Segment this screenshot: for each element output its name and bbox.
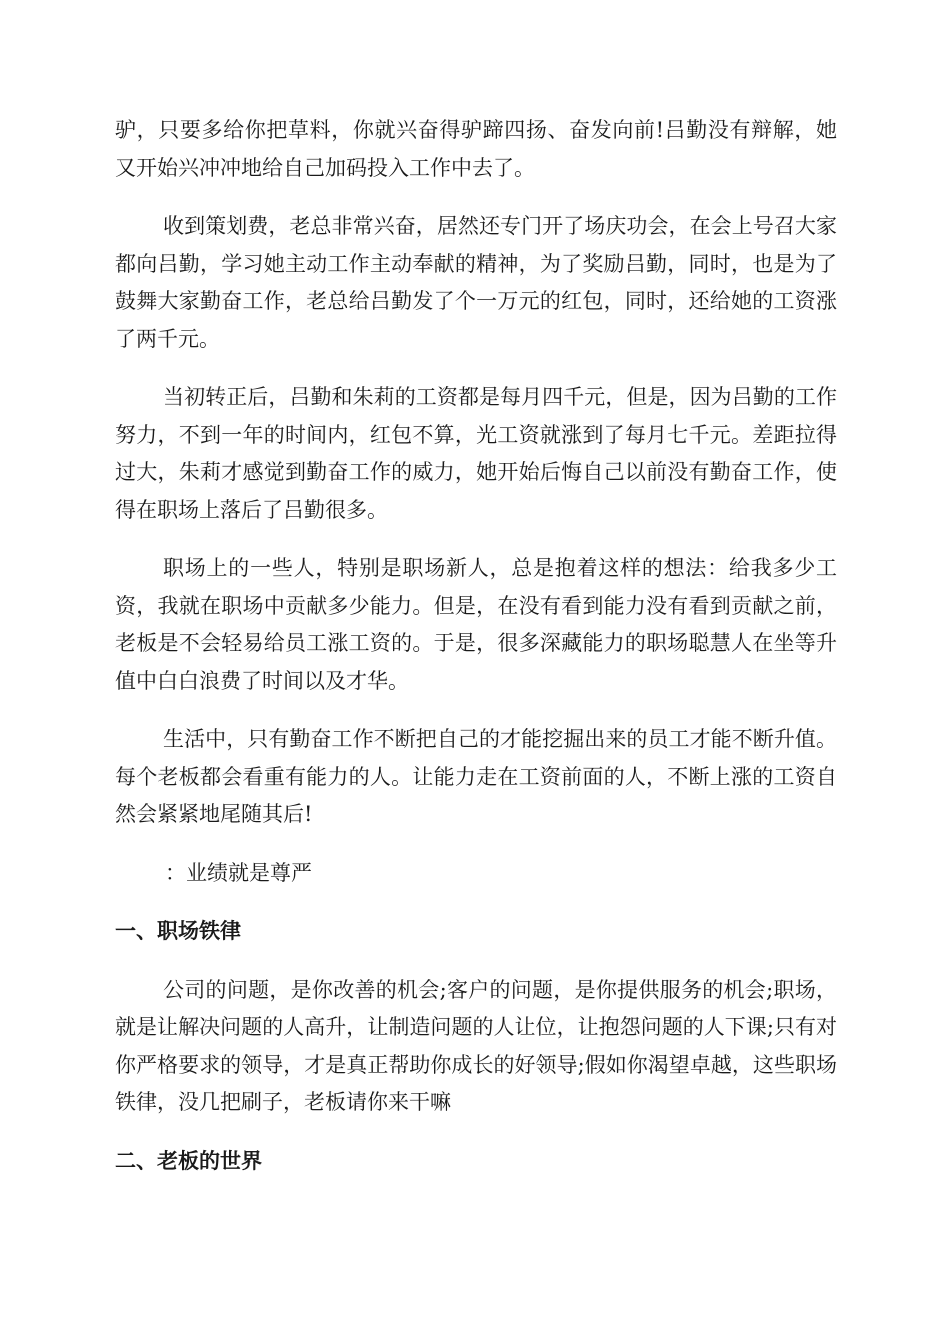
document-body — [115, 112, 837, 1201]
paragraph-continued: 驴，只要多给你把草料，你就兴奋得驴蹄四扬、奋发向前!吕勤没有辩解，她又开始兴冲冲地给自己加码投入工作中去了。 — [115, 118, 837, 180]
section-heading-2: 二、老板的世界 — [115, 1148, 262, 1173]
paragraph-workplace-newcomers: 职场上的一些人，特别是职场新人，总是抱着这样的想法：给我多少工资，我就在职场中贡献多少能力。但是，在没有看到能力没有看到贡献之前，老板是不会轻易给员工涨工资的。于是，很多深藏能力的职场聪慧人在坐等升值中白白浪费了时间以及才华。 — [115, 556, 837, 693]
paragraph-salary-gap: 当初转正后，吕勤和朱莉的工资都是每月四千元，但是，因为吕勤的工作努力，不到一年的时间内，红包不算，光工资就涨到了每月七千元。差距拉得过大，朱莉才感觉到勤奋工作的威力，她开始后悔自己以前没有勤奋工作，使得在职场上落后了吕勤很多。 — [115, 385, 837, 522]
paragraph-workplace-rules: 公司的问题，是你改善的机会;客户的问题，是你提供服务的机会;职场，就是让解决问题的人高升，让制造问题的人让位，让抱怨问题的人下课;只有对你严格要求的领导，才是真正帮助你成长的好领导;假如你渴望卓越，这些职场铁律，没几把刷子，老板请你来干嘛 — [115, 977, 837, 1114]
section-heading-1: 一、职场铁律 — [115, 919, 241, 943]
paragraph-conclusion: 生活中，只有勤奋工作不断把自己的才能挖掘出来的员工才能不断升值。每个老板都会看重有能力的人。让能力走在工资前面的人，不断上涨的工资自然会紧紧地尾随其后! — [115, 727, 837, 826]
subtitle: ：业绩就是尊严 — [165, 860, 312, 885]
paragraph-planning-fee: 收到策划费，老总非常兴奋，居然还专门开了场庆功会，在会上号召大家都向吕勤，学习她主动工作主动奉献的精神，为了奖励吕勤，同时，也是为了鼓舞大家勤奋工作，老总给吕勤发了个一万元的红包，同时，还给她的工资涨了两千元。 — [115, 214, 837, 351]
